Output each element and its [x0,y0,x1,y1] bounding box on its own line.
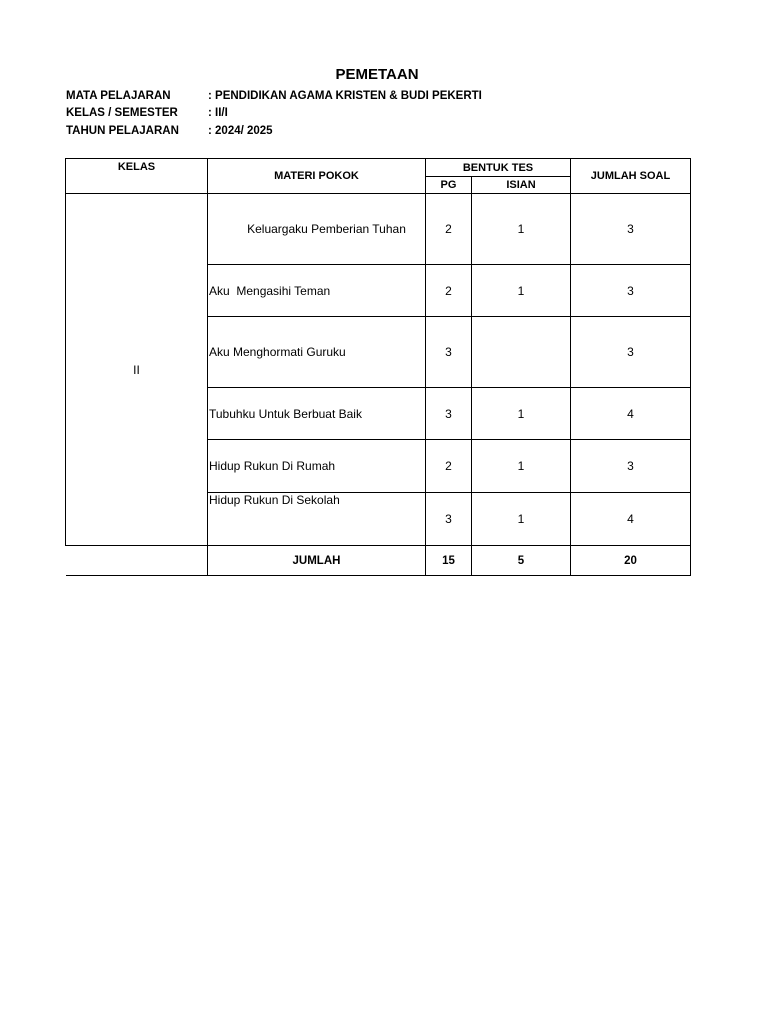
header-materi: MATERI POKOK [208,159,426,194]
materi-cell: Keluargaku Pemberian Tuhan [208,194,426,265]
jumlah-cell: 3 [571,440,691,493]
isian-cell: 1 [472,265,571,317]
header-jumlah-soal: JUMLAH SOAL [571,159,691,194]
meta-row-subject [66,90,482,102]
materi-cell: Aku Menghormati Guruku [208,317,426,388]
header-bentuk-tes: BENTUK TES [426,159,571,177]
kelas-value: II [66,194,208,546]
materi-cell: Aku Mengasihi Teman [208,265,426,317]
isian-cell: 1 [472,493,571,546]
isian-cell: 1 [472,194,571,265]
meta-value: : 2024/ 2025 [208,125,273,137]
meta-value: : II/I [208,107,228,119]
jumlah-cell: 4 [571,493,691,546]
total-row [66,546,691,576]
materi-cell: Tubuhku Untuk Berbuat Baik [208,388,426,440]
pg-cell: 2 [426,440,472,493]
pg-cell: 2 [426,194,472,265]
isian-cell: 1 [472,388,571,440]
pg-cell: 3 [426,493,472,546]
materi-cell: Hidup Rukun Di Sekolah [208,493,426,546]
total-blank-cell [66,546,208,576]
pg-cell: 2 [426,265,472,317]
jumlah-cell: 3 [571,265,691,317]
total-jumlah: 20 [571,546,691,576]
meta-value: : PENDIDIKAN AGAMA KRISTEN & BUDI PEKERTI [208,90,482,102]
mapping-table [65,158,691,576]
jumlah-cell: 3 [571,317,691,388]
meta-row-class [66,107,228,119]
isian-cell [472,317,571,388]
jumlah-cell: 3 [571,194,691,265]
materi-cell: Hidup Rukun Di Rumah [208,440,426,493]
table-row [66,194,691,265]
pg-cell: 3 [426,317,472,388]
page-title: PEMETAAN [335,66,419,83]
total-label: JUMLAH [208,546,426,576]
meta-label: KELAS / SEMESTER [66,107,178,119]
meta-label: MATA PELAJARAN [66,90,171,102]
total-isian: 5 [472,546,571,576]
meta-label: TAHUN PELAJARAN [66,125,179,137]
total-pg: 15 [426,546,472,576]
header-pg: PG [426,177,472,194]
header-kelas: KELAS [66,159,208,194]
isian-cell: 1 [472,440,571,493]
jumlah-cell: 4 [571,388,691,440]
meta-row-year [66,125,273,137]
pg-cell: 3 [426,388,472,440]
header-isian: ISIAN [472,177,571,194]
